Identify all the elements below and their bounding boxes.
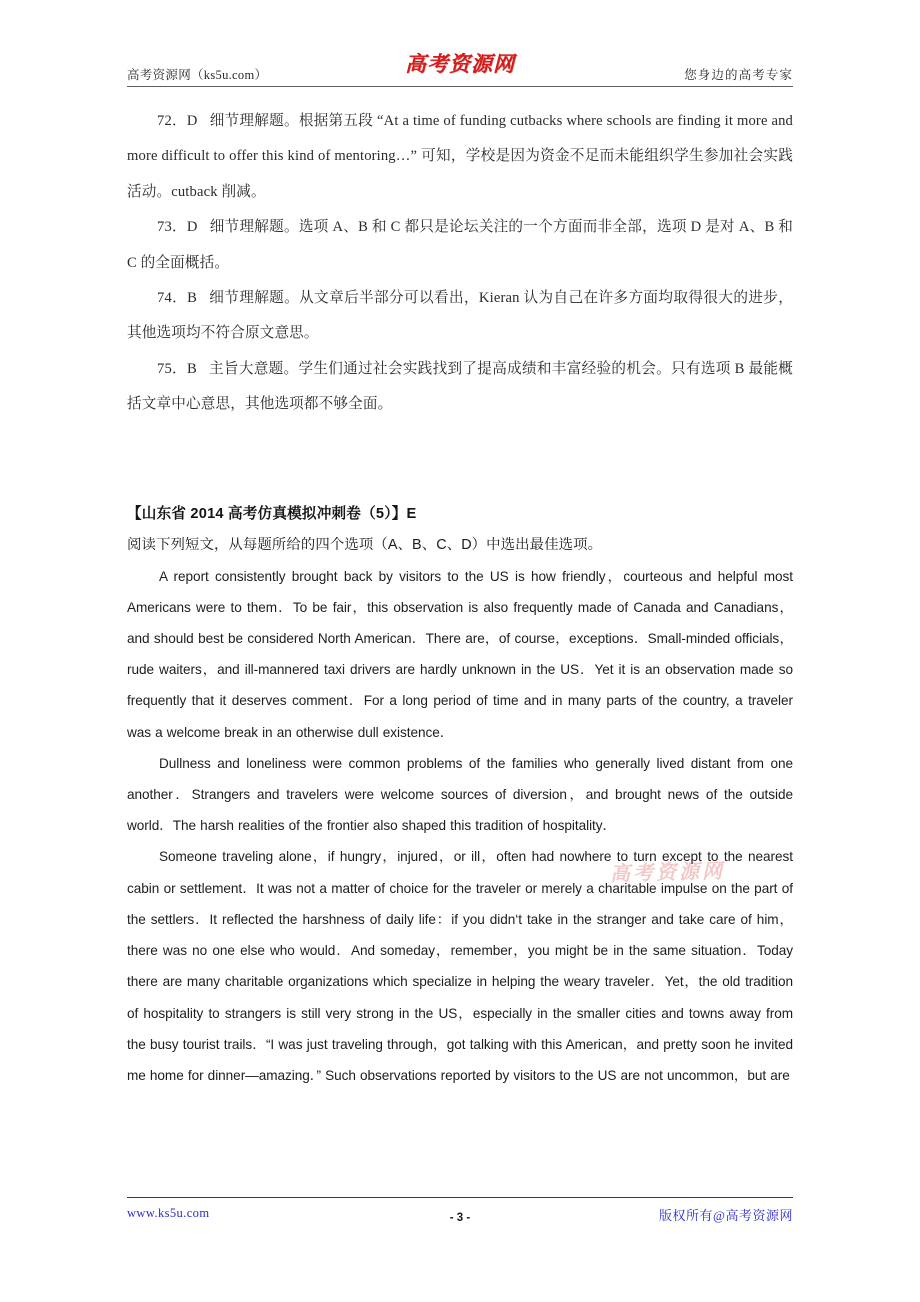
answer-explanation-72	[127, 104, 793, 210]
answer-number: 75．	[157, 360, 187, 377]
page-watermark: 高考资源网	[609, 858, 726, 886]
header-site-name: 高考资源网（ks5u.com）	[127, 68, 268, 82]
passage-text: A report consistently brought back by visitors to the US is how friendly，courteous and helpful most Americans were to them．To be fair，this observation is also frequently made of Canada and Canadians，and should best be considered North American．There are，of course，exceptions．Small-minded officials，rude waiters，and ill-mannered taxi drivers are hardly unknown in the US．Yet it is an observation made so frequently that it deserves comment．For a long period of time and in many parts of the country, a traveler was a welcome break in an otherwise dull existence．	[127, 568, 793, 740]
header-divider	[127, 86, 793, 87]
header-logo: 高考资源网	[405, 51, 515, 76]
passage-paragraph-1	[127, 561, 793, 748]
section-instruction: 阅读下列短文，从每题所给的四个选项（A、B、C、D）中选出最佳选项。	[127, 536, 603, 553]
answer-text: 主旨大意题。学生们通过社会实践找到了提高成绩和丰富经验的机会。只有选项 B 最能概括文章中心意思，其他选项都不够全面。	[127, 360, 794, 413]
footer-website-link[interactable]: www.ks5u.com	[127, 1206, 210, 1220]
section-gap	[127, 423, 793, 499]
answer-explanation-73	[127, 210, 793, 281]
passage-text: Dullness and loneliness were common problems of the families who generally lived distant from one another．Strangers and travelers were welcome sources of diversion，and brought news of the outside world．The harsh realities of the frontier also shaped this tradition of hospitality．	[127, 755, 793, 834]
answer-choice: B	[186, 360, 197, 377]
page-footer	[127, 1200, 793, 1234]
answer-choice: D	[186, 113, 198, 129]
answer-text: 细节理解题。根据第五段 “At a time of funding cutbacks where schools are finding it more and more difficult to offer this kind of mentoring…” 可知，学校是因为资金不足而未能组织学生参加社会实践活动。cutback 削减。	[127, 113, 793, 200]
answer-text: 细节理解题。从文章后半部分可以看出，Kieran 认为自己在许多方面均取得很大的进步，其他选项均不符合原文意思。	[127, 290, 794, 342]
answer-number: 72．	[157, 113, 187, 129]
answer-number: 73．	[157, 219, 187, 236]
passage-text: Someone traveling alone，if hungry，injured，or ill，often had nowhere to turn except to the nearest cabin or settlement．It was not a matter of choice for the traveler or merely a charitable impulse on the part of the settlers．It reflected the harshness of daily life：if you didn‘t take in the stranger and take care of him，there was no one else who would．And someday，remember，you might be in the same situation．Today there are many charitable organizations which specialize in helping the weary traveler．Yet，the old tradition of hospitality to strangers is still very strong in the US，especially in the smaller cities and towns away from the busy tourist trails．“I was just traveling through，got talking with this American，and pretty soon he invited me home for dinner—amazing．” Such observations reported by visitors to the US are not uncommon，but are	[127, 849, 793, 1083]
answer-number: 74．	[157, 290, 188, 307]
page-number: - 3 -	[449, 1212, 471, 1224]
passage-paragraph-2	[127, 748, 793, 842]
answer-text: 细节理解题。选项 A、B 和 C 都只是论坛关注的一个方面而非全部，选项 D 是对 A、B 和 C 的全面概括。	[127, 219, 794, 271]
answer-explanation-74	[127, 281, 793, 352]
answer-choice: B	[187, 290, 198, 307]
section-heading: 【山东省 2014 高考仿真模拟冲刺卷（5）】E	[127, 505, 417, 522]
header-slogan: 您身边的高考专家	[684, 68, 793, 82]
passage-paragraph-3	[127, 841, 793, 1091]
answer-choice: D	[186, 219, 198, 236]
footer-copyright: 版权所有@高考资源网	[659, 1208, 793, 1223]
document-content	[127, 104, 793, 1091]
answer-explanation-75	[127, 352, 793, 423]
footer-divider	[127, 1197, 793, 1198]
